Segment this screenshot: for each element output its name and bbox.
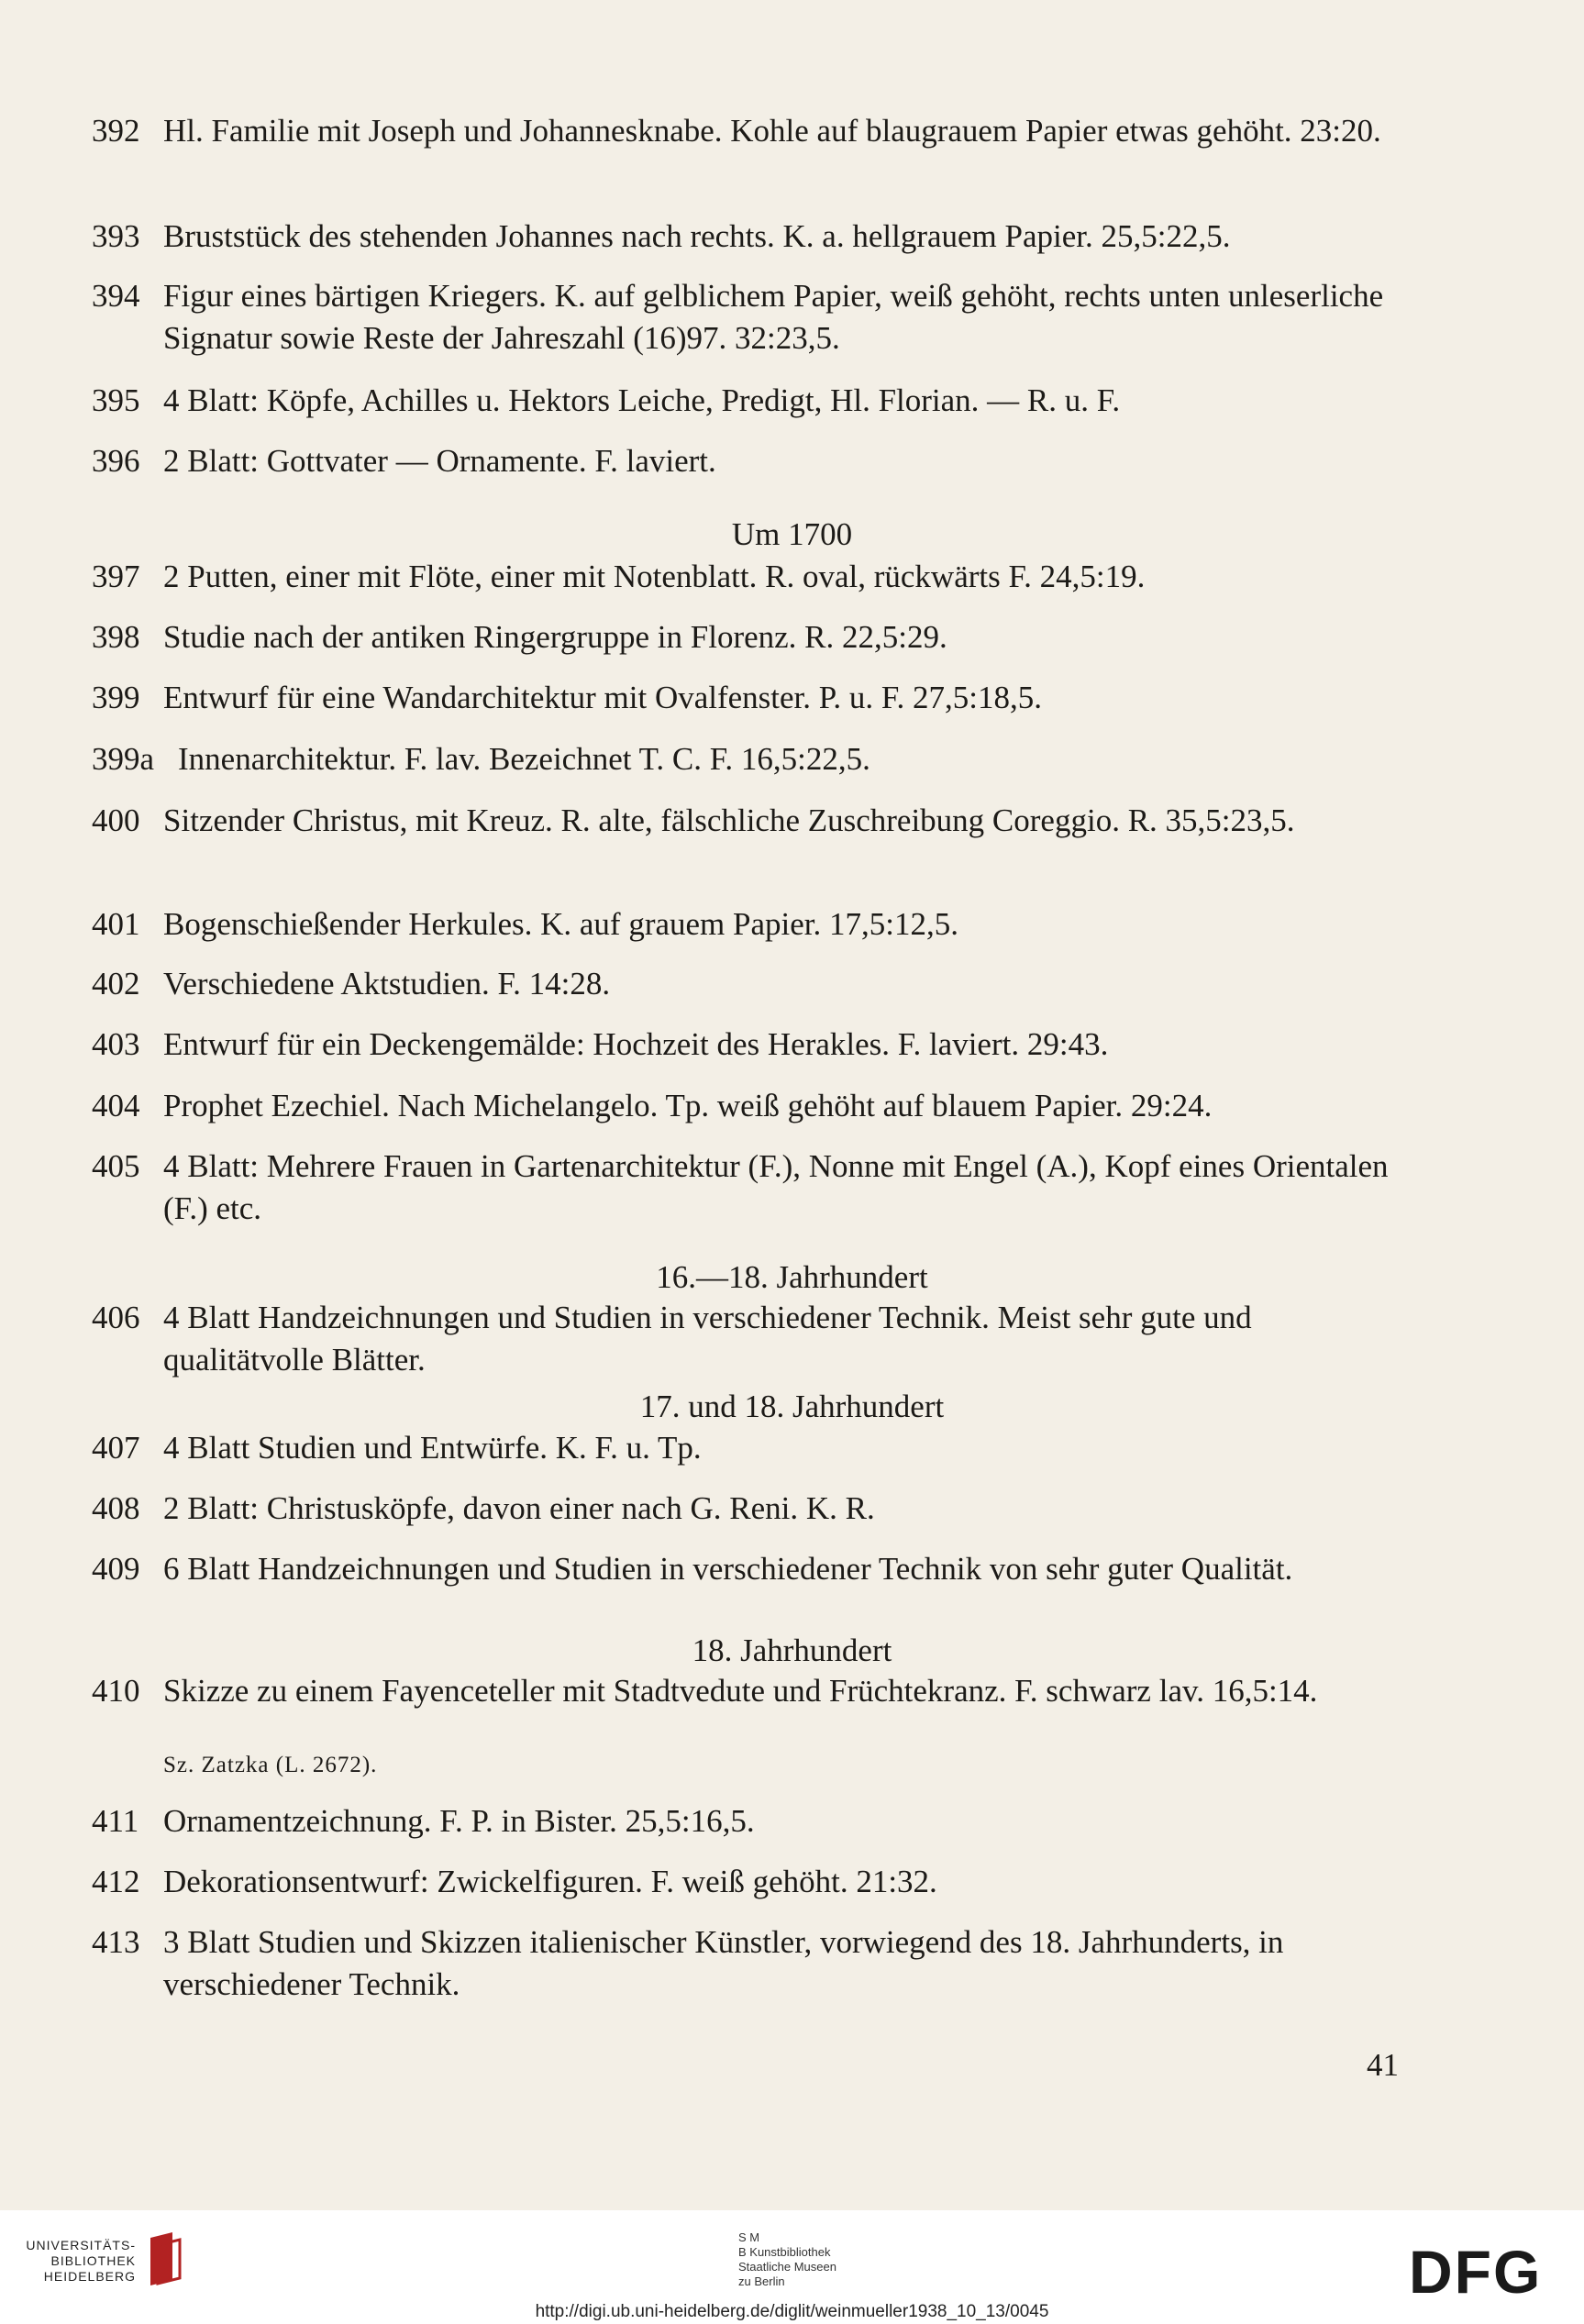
entry-number: 408 <box>92 1490 140 1526</box>
institution-line: S M <box>738 2230 760 2244</box>
entry-number: 407 <box>92 1430 140 1466</box>
entry-number: 405 <box>92 1148 140 1184</box>
institution-name <box>738 2230 836 2289</box>
entry-text: 6 Blatt Handzeichnungen und Studien in verschiedener Technik von sehr guter Qualität. <box>163 1551 1293 1587</box>
entry-number: 400 <box>92 802 140 838</box>
entry-number: 392 <box>92 113 140 149</box>
source-url-link[interactable]: http://digi.ub.uni-heidelberg.de/diglit/weinmueller1938_10_13/0045 <box>535 2302 1049 2321</box>
section-heading: Um 1700 <box>731 516 853 552</box>
entry-number: 409 <box>92 1551 140 1587</box>
entry-number: 395 <box>92 382 140 418</box>
entry-text: Bogenschießender Herkules. K. auf grauem Papier. 17,5:12,5. <box>163 906 958 942</box>
library-name-line: BIBLIOTHEK <box>50 2253 136 2268</box>
entry-text: 3 Blatt Studien und Skizzen italienischer Künstler, vorwiegend des 18. Jahrhunderts, in verschiedener Technik. <box>163 1924 1284 2002</box>
entry-number: 396 <box>92 443 140 479</box>
entry-number: 412 <box>92 1864 140 1899</box>
entry-text: 4 Blatt: Köpfe, Achilles u. Hektors Leiche, Predigt, Hl. Florian. — R. u. F. <box>163 382 1121 418</box>
entry-number: 406 <box>92 1300 140 1335</box>
entry-text: Hl. Familie mit Joseph und Johannesknabe. Kohle auf blaugrauem Papier etwas gehöht. 23:20. <box>163 113 1381 149</box>
entry-number: 393 <box>92 218 140 254</box>
entry-text: Sitzender Christus, mit Kreuz. R. alte, fälschliche Zuschreibung Coreggio. R. 35,5:23,5. <box>163 802 1295 838</box>
entry-number: 403 <box>92 1026 140 1062</box>
institution-line: Staatliche Museen <box>738 2260 836 2274</box>
entry-number: 394 <box>92 278 140 314</box>
entry-number: 413 <box>92 1924 140 1960</box>
entry-text: Skizze zu einem Fayenceteller mit Stadtvedute und Früchtekranz. F. schwarz lav. 16,5:14. <box>163 1673 1318 1709</box>
viewer-footer <box>0 2210 1584 2324</box>
entry-number: 398 <box>92 619 140 655</box>
entry-text: 4 Blatt: Mehrere Frauen in Gartenarchitektur (F.), Nonne mit Engel (A.), Kopf eines Orientalen (F.) etc. <box>163 1148 1389 1226</box>
page-number: 41 <box>1367 2047 1399 2083</box>
entry-text: Entwurf für eine Wandarchitektur mit Ovalfenster. P. u. F. 27,5:18,5. <box>163 680 1042 715</box>
provenance-note: Sz. Zatzka (L. 2672). <box>163 1753 378 1777</box>
entry-number: 402 <box>92 966 140 1002</box>
entry-text: Prophet Ezechiel. Nach Michelangelo. Tp. weiß gehöht auf blauem Papier. 29:24. <box>163 1088 1213 1123</box>
section-heading: 17. und 18. Jahrhundert <box>639 1389 945 1424</box>
entry-number: 399a <box>92 741 155 777</box>
entry-text: Figur eines bärtigen Kriegers. K. auf gelblichem Papier, weiß gehöht, rechts unten unleserliche Signatur sowie Reste der Jahreszahl (16)97. 32:23,5. <box>163 278 1384 356</box>
entry-text: 4 Blatt Studien und Entwürfe. K. F. u. Tp. <box>163 1430 702 1466</box>
entry-text: 2 Blatt: Christusköpfe, davon einer nach G. Reni. K. R. <box>163 1490 875 1526</box>
section-heading: 16.—18. Jahrhundert <box>656 1259 928 1295</box>
entry-number: 410 <box>92 1673 140 1709</box>
library-name-line: UNIVERSITÄTS- <box>26 2238 136 2252</box>
entry-text: Innenarchitektur. F. lav. Bezeichnet T. C. F. 16,5:22,5. <box>178 741 870 777</box>
entry-text: Entwurf für ein Deckengemälde: Hochzeit des Herakles. F. laviert. 29:43. <box>163 1026 1109 1062</box>
section-heading: 18. Jahrhundert <box>692 1632 892 1668</box>
entry-number: 401 <box>92 906 140 942</box>
entry-text: Bruststück des stehenden Johannes nach rechts. K. a. hellgrauem Papier. 25,5:22,5. <box>163 218 1231 254</box>
entry-text: Dekorationsentwurf: Zwickelfiguren. F. weiß gehöht. 21:32. <box>163 1864 937 1899</box>
institution-line: B Kunstbibliothek <box>738 2245 831 2259</box>
dfg-logo: DFG <box>1409 2238 1543 2306</box>
institution-line: zu Berlin <box>738 2274 785 2288</box>
entry-number: 397 <box>92 559 140 594</box>
entry-text: 2 Putten, einer mit Flöte, einer mit Notenblatt. R. oval, rückwärts F. 24,5:19. <box>163 559 1146 594</box>
entry-number: 399 <box>92 680 140 715</box>
entry-number: 411 <box>92 1803 139 1839</box>
library-logo-icon <box>145 2232 185 2285</box>
entry-text: Ornamentzeichnung. F. P. in Bister. 25,5:16,5. <box>163 1803 755 1839</box>
library-name <box>26 2238 136 2285</box>
entry-text: 4 Blatt Handzeichnungen und Studien in verschiedener Technik. Meist sehr gute und qualitätvolle Blätter. <box>163 1300 1252 1378</box>
entry-text: 2 Blatt: Gottvater — Ornamente. F. laviert. <box>163 443 716 479</box>
entry-text: Studie nach der antiken Ringergruppe in Florenz. R. 22,5:29. <box>163 619 947 655</box>
entry-number: 404 <box>92 1088 140 1123</box>
entry-text: Verschiedene Aktstudien. F. 14:28. <box>163 966 611 1002</box>
library-name-line: HEIDELBERG <box>43 2269 136 2284</box>
